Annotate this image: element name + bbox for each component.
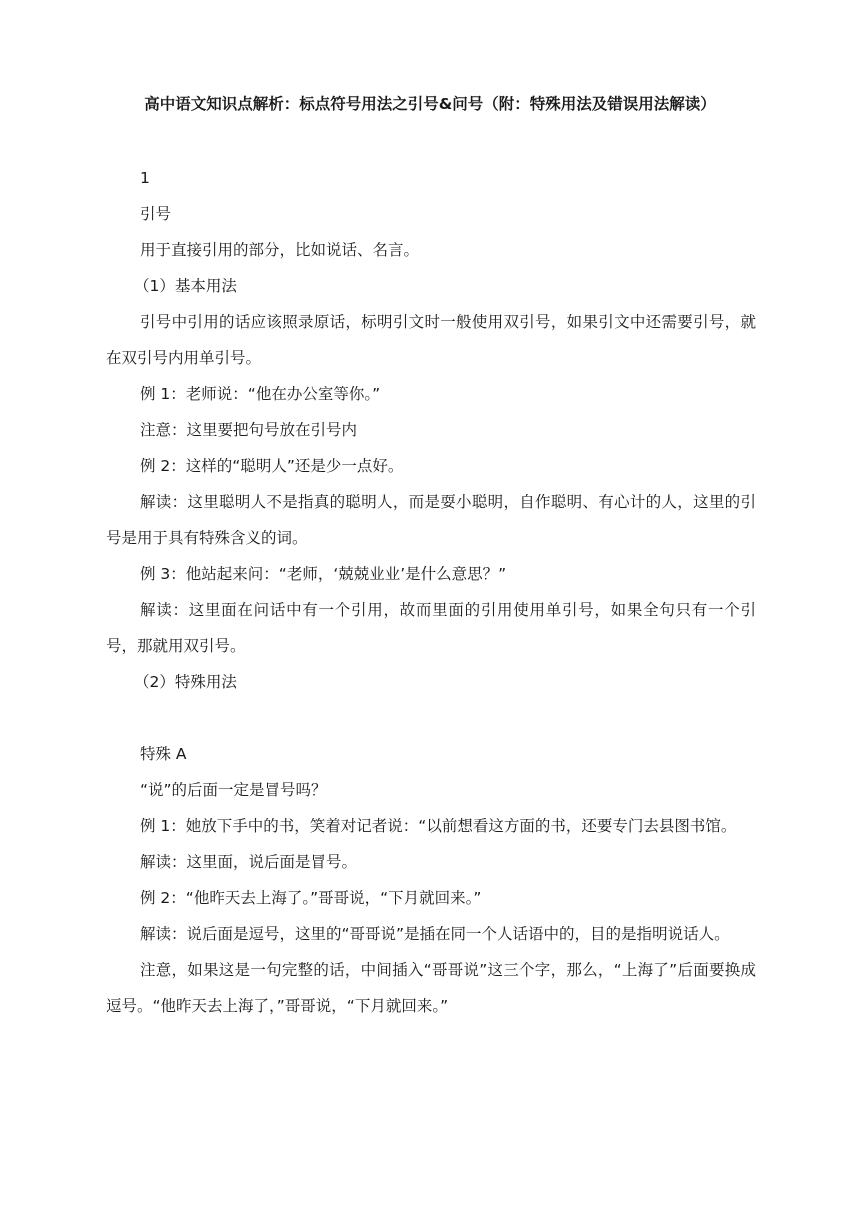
example-1: 例 1：老师说：“他在办公室等你。” bbox=[140, 385, 381, 403]
special-a-explanation-2: 解读：说后面是逗号，这里的“哥哥说”是插在同一个人话语中的，目的是指明说话人。 bbox=[140, 925, 730, 943]
section-name: 引号 bbox=[140, 205, 172, 223]
special-a-heading: 特殊 A bbox=[140, 745, 187, 763]
example-3: 例 3：他站起来问：“老师，‘兢兢业业’是什么意思？” bbox=[140, 565, 507, 583]
special-a-question: “说”的后面一定是冒号吗？ bbox=[140, 781, 327, 799]
basic-usage-heading: （1）基本用法 bbox=[134, 277, 237, 295]
example-2: 例 2：这样的“聪明人”还是少一点好。 bbox=[140, 457, 404, 475]
note-1: 注意：这里要把句号放在引号内 bbox=[140, 421, 358, 439]
special-a-example-1: 例 1：她放下手中的书，笑着对记者说：“以前想看这方面的书，还要专门去县图书馆。 bbox=[140, 817, 737, 835]
explanation-2: 解读：这里聪明人不是指真的聪明人，而是耍小聪明，自作聪明、有心计的人，这里的引号是用于具有特殊含义的词。 bbox=[106, 493, 756, 547]
special-a-note: 注意，如果这是一句完整的话，中间插入“哥哥说”这三个字，那么，“上海了”后面要换成逗号。“他昨天去上海了，”哥哥说，“下月就回来。” bbox=[106, 961, 756, 1015]
special-a-explanation-1: 解读：这里面，说后面是冒号。 bbox=[140, 853, 358, 871]
document-body bbox=[106, 160, 756, 1024]
intro-paragraph: 用于直接引用的部分，比如说话、名言。 bbox=[140, 241, 420, 259]
explanation-3: 解读：这里面在问话中有一个引用，故而里面的引用使用单引号，如果全句只有一个引号，那就用双引号。 bbox=[106, 601, 756, 655]
special-a-example-2: 例 2：“他昨天去上海了。”哥哥说，“下月就回来。” bbox=[140, 889, 482, 907]
document-title: 高中语文知识点解析：标点符号用法之引号&问号（附：特殊用法及错误用法解读） bbox=[144, 95, 716, 113]
basic-usage-text: 引号中引用的话应该照录原话，标明引文时一般使用双引号，如果引文中还需要引号，就在双引号内用单引号。 bbox=[106, 313, 756, 367]
spacer bbox=[106, 700, 756, 736]
section-number: 1 bbox=[140, 169, 150, 187]
special-usage-heading: （2）特殊用法 bbox=[134, 673, 237, 691]
